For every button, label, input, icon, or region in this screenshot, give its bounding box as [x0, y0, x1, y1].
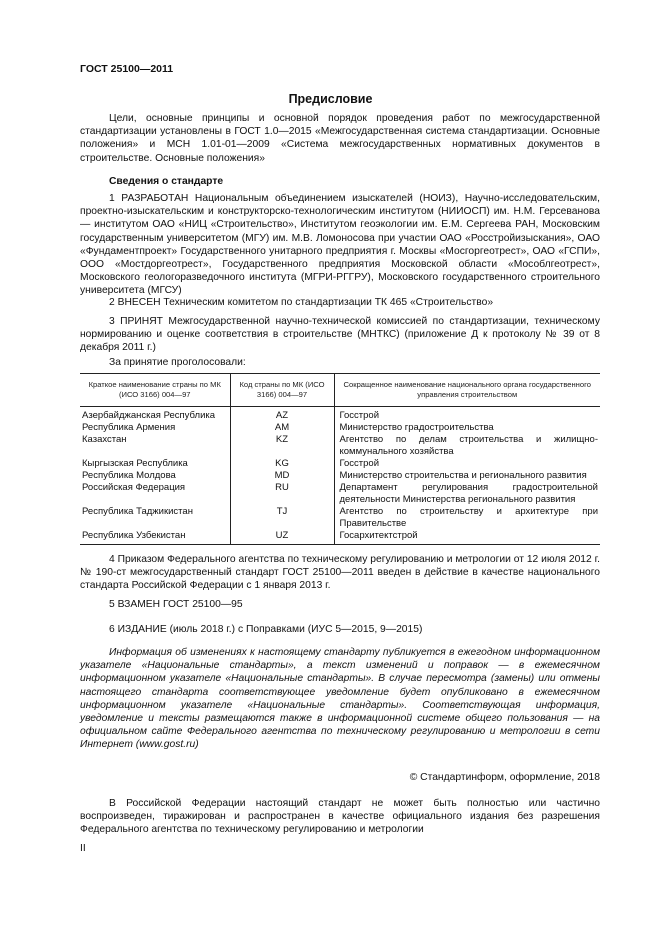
- country-cell: Республика Молдова: [82, 470, 176, 481]
- item-5-text: 5 ВЗАМЕН ГОСТ 25100—95: [109, 599, 243, 610]
- code-cell: AZ: [230, 407, 334, 423]
- country-cell: Казахстан: [82, 434, 127, 445]
- code-cell: UZ: [230, 530, 334, 545]
- code-cell: KG: [230, 458, 334, 470]
- code-cell: RU: [230, 482, 334, 506]
- legal-paragraph: [80, 797, 600, 837]
- item-2-paragraph: [80, 296, 600, 309]
- table-row: [80, 407, 600, 423]
- authority-cell: Госстрой: [339, 458, 380, 469]
- item-1-text: 1 РАЗРАБОТАН Национальным объединением изыскателей (НОИЗ), Научно-исследовательским, проектно-изыскательским и конструкторско-технологическим институтом (НИИОСП) им. Н.М. Герсеванова — институтом ОАО «НИЦ «Строительство», Институтом геоэкологии им. Е.М. Сергеева РАН, Московским государственным университетом (МГУ) им. М.В. Ломоносова при участии ОАО «Росстройизыскания», ОАО «Фундаментпроект» Государственного унитарного предприятия г. Москвы «Мосгоргеотрест», ОАО «ГСПИ», ООО «Мостдоргеотрест», Государственного предприятия Московской области «Мособлгеотрест», Московского геологоразведочного института (МГРИ-РГГРУ), Московского государственного строительного университета (МГСУ): [80, 193, 600, 297]
- country-cell: Республика Армения: [82, 422, 176, 433]
- item-4-text: 4 Приказом Федерального агентства по техническому регулированию и метрологии от 12 июля 2012 г. № 190-ст межгосударственный стандарт ГОСТ 25100—2011 введен в действие в качестве национального стандарта Российской Федерации с 1 января 2013 г.: [80, 554, 600, 592]
- item-2-text: 2 ВНЕСЕН Техническим комитетом по стандартизации ТК 465 «Строительство»: [109, 297, 494, 308]
- country-cell: Азербайджанская Республика: [82, 410, 216, 421]
- change-notice-paragraph: [80, 646, 600, 752]
- item-5-paragraph: [80, 598, 600, 611]
- code-cell: AM: [230, 422, 334, 434]
- authority-cell: Госстрой: [339, 410, 380, 421]
- authority-cell: Агентство по строительству и архитектуре при Правительстве: [339, 506, 598, 529]
- item-3-text: 3 ПРИНЯТ Межгосударственной научно-технической комиссией по стандартизации, техническому нормированию и оценке соответствия в строительстве (МНТКС) (приложение Д к протоколу № 39 от 8 декабря 2011 г.): [80, 316, 600, 354]
- item-6-text: 6 ИЗДАНИЕ (июль 2018 г.) с Поправками (ИУС 5—2015, 9—2015): [109, 624, 423, 635]
- country-cell: Кыргызская Республика: [82, 458, 188, 469]
- col-header-code: Код страны по МК (ИСО 3166) 004—97: [230, 374, 334, 407]
- code-cell: MD: [230, 470, 334, 482]
- vote-text: За принятие проголосовали:: [109, 357, 246, 368]
- copyright-line: © Стандартинформ, оформление, 2018: [409, 772, 600, 783]
- table-row: [80, 482, 600, 506]
- col-header-authority: Сокращенное наименование национального органа государственного управления строительством: [334, 374, 600, 407]
- table-row: [80, 458, 600, 470]
- info-heading: Сведения о стандарте: [109, 176, 224, 187]
- code-cell: KZ: [230, 434, 334, 458]
- col-header-country: Краткое наименование страны по МК (ИСО 3166) 004—97: [80, 374, 230, 407]
- item-6-paragraph: [80, 623, 600, 636]
- table-row: [80, 530, 600, 545]
- table-row: [80, 422, 600, 434]
- change-notice-text: Информация об изменениях к настоящему стандарту публикуется в ежегодном информационном указателе «Национальные стандарты», а текст изменений и поправок — в ежемесячном информационном указателе «Национальные стандарты». В случае пересмотра (замены) или отмены настоящего стандарта соответствующее уведомление будет опубликовано в ежемесячном информационном указателе «Национальные стандарты». Соответствующая информация, уведомление и тексты размещаются также в информационной системе общего пользования — на официальном сайте Федерального агентства по техническому регулированию и метрологии в сети Интернет (www.gost.ru): [80, 647, 600, 751]
- standard-code-header: ГОСТ 25100—2011: [80, 63, 174, 75]
- authority-cell: Департамент регулирования градостроительной деятельности Министерства регионального развития: [339, 482, 598, 505]
- table-header-row: [80, 374, 600, 407]
- item-1-paragraph: [80, 192, 600, 298]
- legal-text: В Российской Федерации настоящий стандарт не может быть полностью или частично воспроизведен, тиражирован и распространен в качестве официального издания без разрешения Федерального агентства по техническому регулированию и метрологии: [80, 798, 600, 836]
- authority-cell: Министерство строительства и регионального развития: [339, 470, 587, 481]
- table-row: [80, 506, 600, 530]
- country-cell: Российская Федерация: [82, 482, 186, 493]
- code-cell: TJ: [230, 506, 334, 530]
- country-cell: Республика Таджикистан: [82, 506, 193, 517]
- item-3-paragraph: [80, 315, 600, 355]
- page-number: II: [80, 843, 86, 854]
- vote-paragraph: [80, 356, 600, 369]
- intro-paragraph: [80, 112, 600, 165]
- authority-cell: Министерство градостроительства: [339, 422, 494, 433]
- authority-cell: Госархитектстрой: [334, 530, 600, 545]
- intro-text: Цели, основные принципы и основной порядок проведения работ по межгосударственной стандартизации установлены в ГОСТ 1.0—2015 «Межгосударственная система стандартизации. Основные положения» и МСН 1.01-01—2009 «Система межгосударственных нормативных документов в строительстве. Основные положения»: [80, 113, 600, 164]
- country-cell: Республика Узбекистан: [80, 530, 230, 545]
- section-title: Предисловие: [288, 92, 373, 106]
- table-row: [80, 434, 600, 458]
- table-row: [80, 470, 600, 482]
- item-4-paragraph: [80, 553, 600, 593]
- authority-cell: Агентство по делам строительства и жилищно-коммунального хозяйства: [339, 434, 598, 457]
- voting-countries-table: [80, 373, 600, 545]
